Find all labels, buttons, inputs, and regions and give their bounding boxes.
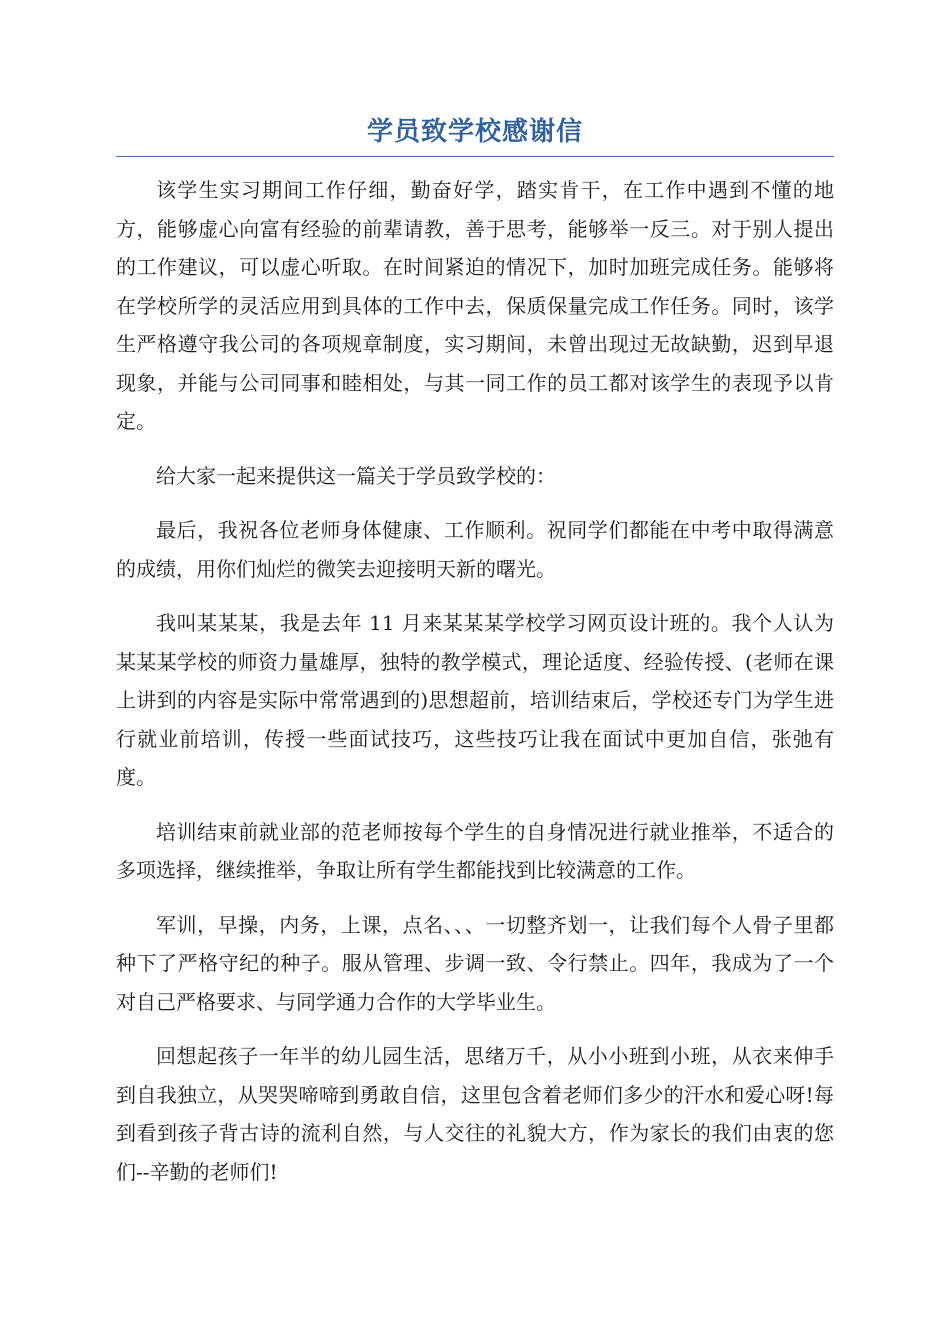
- paragraph-6: 军训，早操，内务，上课，点名、、、一切整齐划一，让我们每个人骨子里都种下了严格守纪的种子。服从管理、步调一致、令行禁止。四年，我成为了一个对自己严格要求、与同学通力合作的大学毕业生。: [116, 912, 834, 1014]
- document-title: 学员致学校感谢信: [366, 117, 583, 147]
- title-underline: [116, 156, 834, 157]
- document-page: [116, 112, 834, 1207]
- paragraph-4: 我叫某某某，我是去年 11 月来某某某学校学习网页设计班的。我个人认为某某某学校的师资力量雄厚，独特的教学模式，理论适度、经验传授、(老师在课上讲到的内容是实际中常常遇到的)思想超前，培训结束后，学校还专门为学生进行就业前培训，传授一些面试技巧，这些技巧让我在面试中更加自信，张弛有度。: [116, 611, 834, 789]
- paragraph-2: 给大家一起来提供这一篇关于学员致学校的：: [156, 463, 556, 488]
- paragraph-5: 培训结束前就业部的范老师按每个学生的自身情况进行就业推举，不适合的多项选择，继续推举，争取让所有学生都能找到比较满意的工作。: [116, 819, 834, 882]
- paragraph-1: 该学生实习期间工作仔细，勤奋好学，踏实肯干，在工作中遇到不懂的地方，能够虚心向富有经验的前辈请教，善于思考，能够举一反三。对于别人提出的工作建议，可以虚心听取。在时间紧迫的情况下，加时加班完成任务。能够将在学校所学的灵活应用到具体的工作中去，保质保量完成工作任务。同时，该学生严格遵守我公司的各项规章制度，实习期间，未曾出现过无故缺勤，迟到早退现象，并能与公司同事和睦相处，与其一同工作的员工都对该学生的表现予以肯定。: [116, 178, 834, 433]
- paragraph-7: 回想起孩子一年半的幼儿园生活，思绪万千，从小小班到小班，从衣来伸手到自我独立，从哭哭啼啼到勇敢自信，这里包含着老师们多少的汗水和爱心呀!每到看到孩子背古诗的流利自然，与人交往的礼貌大方，作为家长的我们由衷的您们--辛勤的老师们!: [116, 1044, 834, 1184]
- paragraph-3: 最后，我祝各位老师身体健康、工作顺利。祝同学们都能在中考中取得满意的成绩，用你们灿烂的微笑去迎接明天新的曙光。: [116, 518, 834, 581]
